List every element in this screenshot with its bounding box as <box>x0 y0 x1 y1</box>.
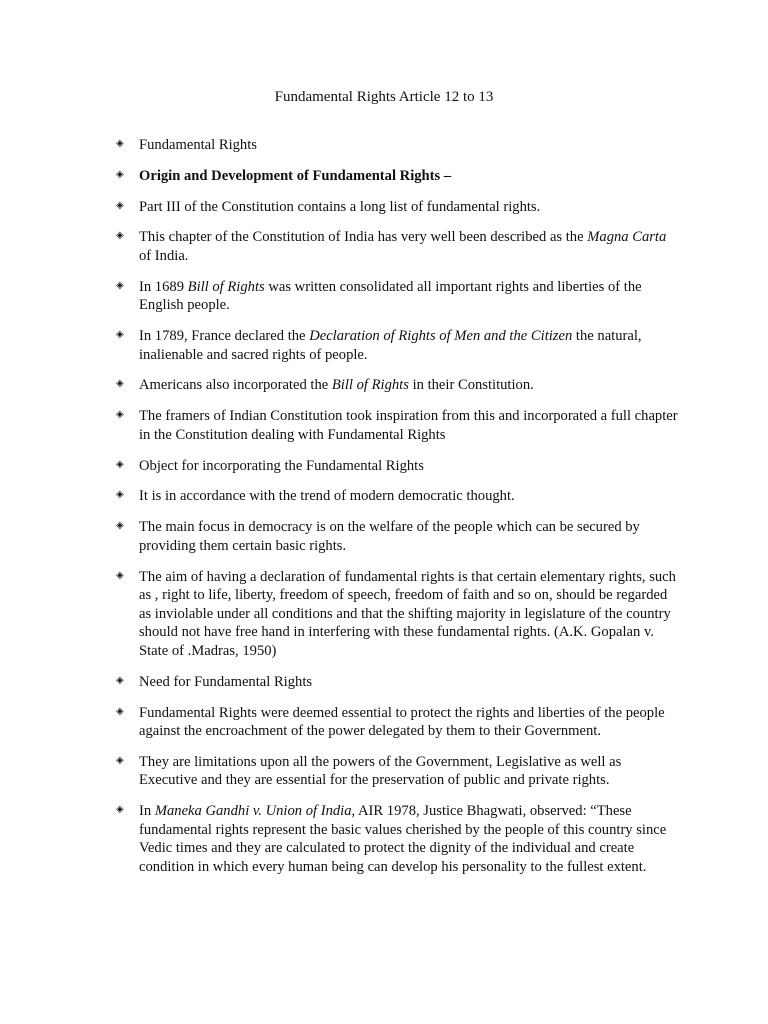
bold-text: Origin and Development of Fundamental Rights – <box>139 167 452 184</box>
text-segment: was written consolidated all important rights and liberties of the English people. <box>139 278 642 314</box>
diamond-bullet-icon: ◈ <box>116 804 124 816</box>
diamond-bullet-icon: ◈ <box>116 168 124 180</box>
italic-text: Bill of Rights <box>331 377 409 394</box>
diamond-bullet-icon: ◈ <box>116 520 124 532</box>
text-segment: The main focus in democracy is on the welfare of the people which can be secured by providing them certain basic rights. <box>139 519 640 554</box>
diamond-bullet-icon: ◈ <box>116 458 124 470</box>
diamond-bullet-icon: ◈ <box>116 489 124 501</box>
list-item <box>116 376 682 395</box>
document-title: Fundamental Rights Article 12 to 13 <box>274 89 494 105</box>
bullet-list <box>116 136 682 889</box>
list-item <box>116 407 682 444</box>
list-item <box>116 228 682 265</box>
text-segment: This chapter of the Constitution of India has very well been described as the <box>139 229 588 246</box>
list-item-text <box>139 229 666 264</box>
italic-text: Declaration of Rights of Men and the Citizen <box>309 328 573 345</box>
list-item-text <box>139 137 257 153</box>
text-segment: It is in accordance with the trend of modern democratic thought. <box>139 488 515 505</box>
list-item <box>116 802 682 876</box>
list-item-text <box>139 803 666 875</box>
text-segment: In <box>139 803 155 820</box>
text-segment: Americans also incorporated the <box>139 377 332 394</box>
list-item-text <box>139 328 642 363</box>
text-segment: The framers of Indian Constitution took inspiration from this and incorporated a full chapter in the Constitution dealing with Fundamental Rights <box>139 408 678 443</box>
text-segment: , AIR 1978, Justice Bhagwati, observed: “These fundamental rights represent the basic values cherished by the people of this country since Vedic times and they are calculated to protect the dignity of the individual and create condition in which every human being can develop his personality to the fullest extent. <box>139 803 667 876</box>
text-segment: In 1789, France declared the <box>139 328 310 345</box>
list-item-text <box>139 408 678 443</box>
list-item <box>116 568 682 661</box>
italic-text: Maneka Gandhi v. Union of India <box>154 803 352 820</box>
text-segment: Fundamental Rights were deemed essential to protect the rights and liberties of the people against the encroachment of the power delegated by them to their Government. <box>139 704 665 740</box>
diamond-bullet-icon: ◈ <box>116 329 124 341</box>
list-item-text <box>139 279 642 314</box>
text-segment: Object for incorporating the Fundamental Rights <box>139 457 424 474</box>
list-item-text <box>139 674 312 690</box>
list-item <box>116 278 682 315</box>
list-item-text <box>139 377 534 393</box>
diamond-bullet-icon: ◈ <box>116 378 124 390</box>
text-segment: the natural, inalienable and sacred rights of people. <box>139 328 642 363</box>
diamond-bullet-icon: ◈ <box>116 138 124 149</box>
text-segment: Need for Fundamental Rights <box>139 673 313 690</box>
list-item-text <box>139 519 640 554</box>
list-item-text <box>139 488 515 504</box>
list-item-text <box>139 168 451 184</box>
italic-text: Bill of Rights <box>187 278 265 295</box>
text-segment: Part III of the Constitution contains a long list of fundamental rights. <box>139 198 541 215</box>
diamond-bullet-icon: ◈ <box>116 569 124 581</box>
italic-text: Magna Carta <box>587 229 667 246</box>
text-segment: in their Constitution. <box>408 377 534 394</box>
text-segment: Fundamental Rights <box>139 137 257 153</box>
diamond-bullet-icon: ◈ <box>116 409 124 421</box>
text-segment: They are limitations upon all the powers of the Government, Legislative as well as Executive and they are essential for the preservation of public and private rights. <box>139 753 622 789</box>
diamond-bullet-icon: ◈ <box>116 230 124 242</box>
list-item-text <box>139 754 621 789</box>
list-item <box>116 753 682 790</box>
text-segment: of India. <box>139 247 189 264</box>
list-item <box>116 198 682 217</box>
list-item-text <box>139 199 540 215</box>
list-item <box>116 518 682 555</box>
diamond-bullet-icon: ◈ <box>116 279 124 291</box>
diamond-bullet-icon: ◈ <box>116 674 124 686</box>
list-item <box>116 704 682 741</box>
list-item-text <box>139 569 676 659</box>
diamond-bullet-icon: ◈ <box>116 754 124 766</box>
list-item <box>116 457 682 476</box>
list-item-text <box>139 458 424 474</box>
diamond-bullet-icon: ◈ <box>116 199 124 211</box>
list-item <box>116 487 682 506</box>
list-item-text <box>139 705 665 740</box>
list-item <box>116 167 682 186</box>
list-item <box>116 136 682 155</box>
diamond-bullet-icon: ◈ <box>116 705 124 717</box>
list-item <box>116 327 682 364</box>
text-segment: The aim of having a declaration of fundamental rights is that certain elementary rights, such as , right to life, liberty, freedom of speech, freedom of faith and so on, should be regarded as inviolable under all conditions and that the shifting majority in legislature of the country should not have free hand in interfering with these fundamental rights. (A.K. Gopalan v. State of .Madras, 1950) <box>139 568 676 659</box>
list-item <box>116 673 682 692</box>
text-segment: In 1689 <box>139 278 188 295</box>
